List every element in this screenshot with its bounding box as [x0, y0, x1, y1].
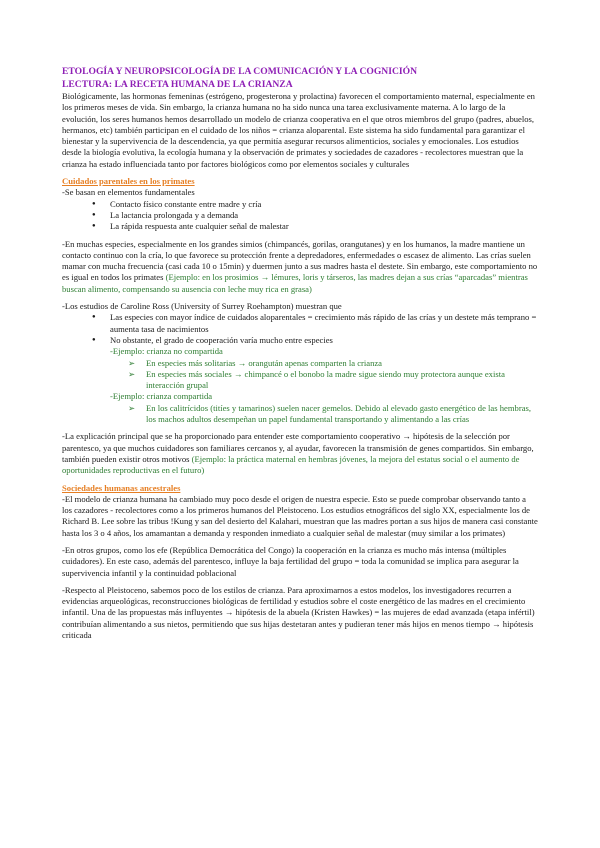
ancestral-paragraph-1: -El modelo de crianza humana ha cambiado muy poco desde el origen de nuestra especie. Esto se puede comprobar observando tanto a los cazadores - recolectores como a los primeros humanos del Pleistoceno. Los estudios etnográficos del siglo XX, especialmente los de Richard B. Lee sobre las tribus !Kung y san del desierto del Kalahari, muestran que las madres portan a sus hijos de manera casi constante hasta los 3 o 4 años, los amamantan a demanda y responden inmediato a cualquier señal de malestar (muy similar a los primates)	[62, 493, 538, 538]
example-label-shared: -Ejemplo: crianza compartida	[110, 391, 213, 402]
primates-bullet-list	[62, 199, 538, 233]
primates-paragraph	[62, 239, 538, 295]
ross-bullet-list	[62, 312, 538, 346]
primates-example: (Ejemplo: en los prosimios → lémures, loris y társeros, las madres dejan a sus crías “aparcadas” mientras buscan alimento, compensando su ausencia con leche muy rica en grasa)	[62, 272, 528, 294]
reading-subtitle: LECTURA: LA RECETA HUMANA DE LA CRIANZA	[62, 78, 293, 90]
section-heading-ancestral: Sociedades humanas ancestrales	[62, 482, 181, 493]
list-item: ● Las especies con mayor índice de cuidados aloparentales = crecimiento más rápido de las crías y un destete más temprano = aumenta tasa de nacimientos	[62, 312, 538, 335]
primates-lead: -Se basan en elementos fundamentales	[62, 187, 195, 198]
ancestral-paragraph-2: -En otros grupos, como los efe (República Democrática del Congo) la cooperación en la crianza es mucho más intensa (múltiples cuidadores). En este caso, además del parentesco, influye la baja fertilidad del grupo = toda la comunidad se implica para asegurar la supervivencia infantil y la continuidad poblacional	[62, 544, 519, 578]
intro-paragraph: Biológicamente, las hormonas femeninas (estrógeno, progesterona y prolactina) favorecen el comportamiento maternal, especialmente en los primeros meses de vida. Sin embargo, la crianza humana no ha sido nunca una tarea exclusivamente materna. A lo largo de la evolución, los seres humanos hemos desarrollado un modelo de crianza cooperativa en el que otros miembros del grupo (padres, abuelos, hermanos, etc) también participan en el cuidado de los niños = crianza aloparental. Este sistema ha sido fundamental para garantizar el bienestar y la supervivencia de la descendencia, ya que permitía asegurar recursos alimenticios, sociales y emocionales. Los estudios desde la biología evolutiva, la ecología humana y la observación de primates y sociedades de cazadores - recolectores muestran que la crianza ha estado influenciada tanto por factores biológicos como por elementos sociales y culturales	[62, 91, 535, 169]
list-item: ➢ En especies más solitarias → orangután apenas comparten la crianza	[62, 358, 538, 369]
primates-paragraph-text: -En muchas especies, especialmente en los grandes simios (chimpancés, gorilas, orangutanes) y en los humanos, la madre mantiene un contacto continuo con la cría, lo que favorece su protección frente a depredadores, enfermedades o escasez de alimento. Las crías suelen mamar con mucha frecuencia (casi cada 10 o 15min) y duermen junto a sus madres hasta el destete. Sin embargo, este comportamiento no es igual en todos los primates	[62, 238, 538, 283]
kin-selection-example: (Ejemplo: la práctica maternal en hembras jóvenes, la mejora del estatus social o el aumento de oportunidades reproductivas en el futuro)	[62, 453, 520, 476]
ancestral-paragraph-3: -Respecto al Pleistoceno, sabemos poco de los estilos de crianza. Para aproximarnos a estos modelos, los investigadores recurren a evidencias arqueológicas, reconstrucciones biológicas de fertilidad y estudios sobre el coste energético de las madres en el crecimiento infantil. Una de las propuestas más influyentes → hipótesis de la abuela (Kristen Hawkes) = las mujeres de edad avanzada (etapa infértil) contribuían alimentando a sus nietos, permitiendo que sus hijas destetaran antes y pudieran tener más hijos en menos tiempo → hipótesis criticada	[62, 584, 535, 641]
list-item: ● La rápida respuesta ante cualquier señal de malestar	[62, 221, 538, 232]
example-label-no-shared: -Ejemplo: crianza no compartida	[110, 346, 223, 357]
ross-lead: -Los estudios de Caroline Ross (University of Surrey Roehampton) muestran que	[62, 301, 342, 312]
kin-selection-paragraph	[62, 431, 538, 476]
section-heading-primates: Cuidados parentales en los primates	[62, 176, 195, 187]
document-page	[62, 66, 538, 641]
example-no-shared-list	[62, 358, 538, 392]
list-item: ➢ En los calitrícidos (titíes y tamarinos) suelen nacer gemelos. Debido al elevado gasto energético de las hembras, los machos adultos desempeñan un papel fundamental transportando y alimentando a las crías	[62, 403, 538, 426]
list-item: ● La lactancia prolongada y a demanda	[62, 210, 538, 221]
list-item: ● Contacto físico constante entre madre y cría	[62, 199, 538, 210]
document-title: ETOLOGÍA Y NEUROPSICOLOGÍA DE LA COMUNICACIÓN Y LA COGNICIÓN	[62, 66, 418, 77]
list-item: ● No obstante, el grado de cooperación varía mucho entre especies	[62, 335, 538, 346]
list-item: ➢ En especies más sociales → chimpancé o el bonobo la madre sigue siendo muy protectora aunque exista interacción grupal	[62, 369, 538, 392]
kin-selection-text: -La explicación principal que se ha proporcionado para entender este comportamiento cooperativo → hipótesis de la selección por parentesco, ya que muchos cuidadores son familiares cercanos y, al ayudar, favorecen la transmisión de genes compartidos. Sin embargo, también pueden existir otros motivos	[62, 431, 534, 464]
example-shared-list	[62, 403, 538, 426]
